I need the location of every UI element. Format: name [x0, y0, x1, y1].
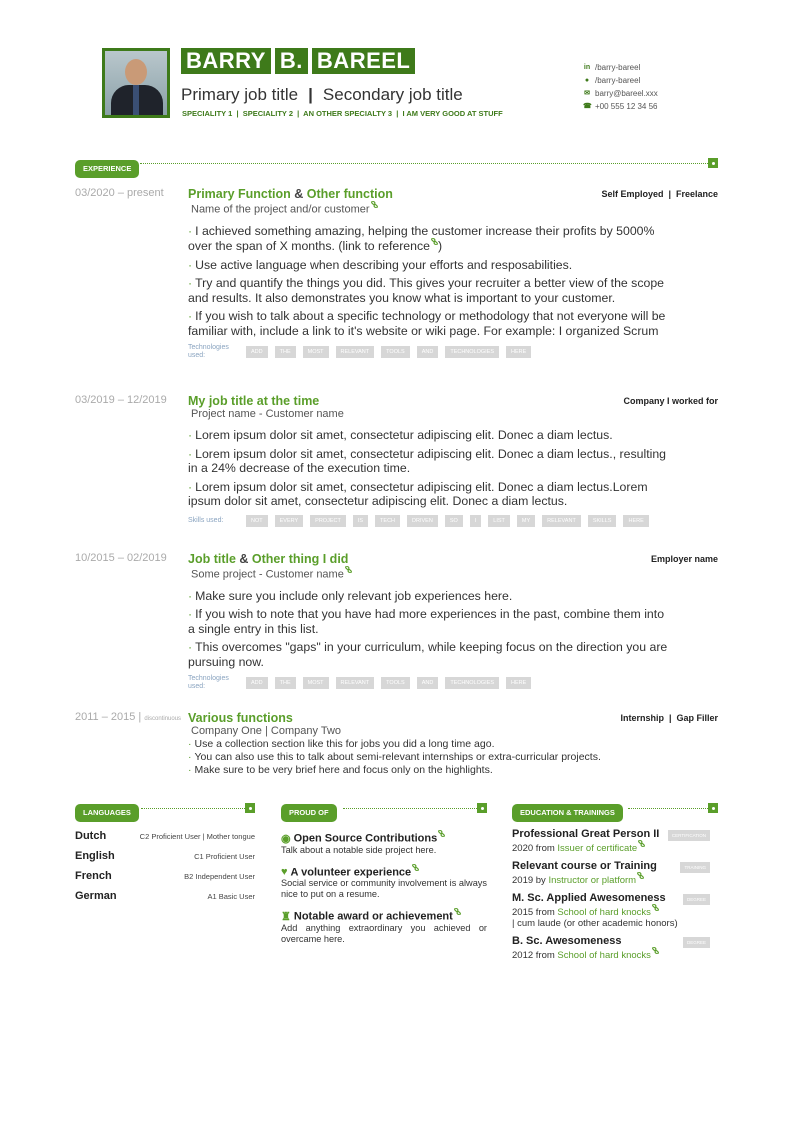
link-icon[interactable] — [438, 830, 445, 837]
tags-label: Technologies used: — [188, 675, 229, 691]
bullet-dot-icon: · — [188, 640, 193, 655]
contact-item[interactable] — [583, 87, 658, 100]
section-end-marker — [708, 158, 718, 168]
secondary-job-title: Secondary job title — [322, 85, 463, 104]
link-icon[interactable] — [412, 864, 419, 871]
email-icon: ✉ — [584, 90, 590, 97]
education-institution[interactable]: Issuer of certificate — [557, 843, 638, 855]
skill-tag: MOST — [303, 677, 329, 689]
contact-item[interactable] — [583, 61, 658, 74]
link-icon[interactable] — [637, 872, 644, 879]
language-item — [75, 870, 255, 882]
phone-icon: ☎ — [583, 103, 592, 110]
date-sep: | — [135, 711, 145, 723]
education-item — [512, 935, 718, 961]
language-name: French — [75, 870, 112, 882]
title-separator: | — [308, 85, 313, 104]
bullet-text: Make sure to be very brief here and focus only on the highlights. — [194, 764, 493, 776]
bullet-text: This overcomes "gaps" in your curriculum, while keeping focus on the direction you are pursuing now. — [188, 640, 668, 669]
proud-title: Open Source Contributions — [293, 832, 438, 845]
proud-item — [281, 864, 487, 901]
skill-tag: TECHNOLOGIES — [445, 677, 499, 689]
tag-row — [188, 515, 718, 527]
skill-tag: TECH — [375, 515, 400, 527]
skill-tag: RELEVANT — [336, 677, 375, 689]
link-icon[interactable] — [454, 908, 461, 915]
link-icon[interactable] — [652, 904, 659, 911]
experience-entry — [75, 394, 718, 527]
date-range: 2011 – 2015 — [75, 711, 136, 723]
education-title: B. Sc. Awesomeness — [512, 935, 622, 948]
date-range: 10/2015 – 02/2019 — [75, 552, 167, 564]
skill-tag: THE — [275, 346, 296, 358]
skill-tag: TOOLS — [381, 677, 410, 689]
section-end-marker — [708, 803, 718, 813]
title-primary: Various functions — [188, 711, 293, 725]
date-range: 03/2019 – 12/2019 — [75, 394, 167, 406]
languages-section — [75, 802, 255, 902]
section-pill: EXPERIENCE — [75, 160, 139, 178]
skill-tag: LIST — [488, 515, 510, 527]
skill-tag: TECHNOLOGIES — [445, 346, 499, 358]
education-year: 2019 by — [512, 875, 549, 887]
bullet-text: Try and quantify the things you did. This gives your recruiter a better view of the scope and results. It also demonstrates you know what is important to your customer. — [188, 276, 665, 305]
bullet-item — [188, 224, 673, 254]
entry-date — [75, 552, 167, 564]
title-secondary: Other thing I did — [251, 552, 349, 566]
entry-bullets — [188, 224, 673, 339]
primary-job-title: Primary job title — [181, 85, 299, 104]
bullet-item — [188, 589, 673, 604]
trophy-icon: ♜ — [281, 910, 291, 923]
bullet-text: ) — [437, 239, 443, 254]
skill-tag: TOOLS — [381, 346, 410, 358]
bullet-item — [188, 751, 708, 764]
education-note: | cum laude (or other academic honors) — [512, 918, 678, 930]
education-badge: DEGREE — [683, 937, 710, 948]
entry-project — [191, 566, 718, 581]
project-name: Project name - Customer name — [191, 408, 344, 420]
bullet-dot-icon: · — [188, 479, 193, 494]
bullet-text: If you wish to note that you have had more experiences in the past, combine them into a single entry in this list. — [188, 607, 665, 636]
bullet-item — [188, 738, 708, 751]
name-first: BARRY — [181, 48, 271, 74]
specialities: SPECIALITY 1 | SPECIALITY 2 | AN OTHER SPECIALTY 3 | I AM VERY GOOD AT STUFF — [182, 109, 503, 118]
skill-tag: I — [470, 515, 482, 527]
tags-label: Skills used: — [188, 516, 224, 524]
proud-description: Talk about a notable side project here. — [281, 844, 437, 855]
link-icon[interactable] — [652, 947, 659, 954]
entry-bullets — [188, 738, 708, 777]
skill-tag: HERE — [506, 346, 531, 358]
proud-title: Notable award or achievement — [293, 910, 453, 923]
bullet-item — [188, 480, 673, 509]
experience-entry — [75, 711, 718, 777]
title-secondary: Other function — [306, 187, 393, 201]
bullet-item — [188, 309, 673, 338]
contact-text[interactable]: /barry-bareel — [595, 63, 641, 72]
skill-tag: IS — [353, 515, 368, 527]
bullet-dot-icon: · — [188, 607, 193, 622]
section-pill: EDUCATION & TRAININGS — [512, 804, 623, 822]
entry-date — [75, 394, 167, 406]
skill-tag: MY — [517, 515, 535, 527]
entry-project — [191, 725, 718, 737]
tag-row — [188, 675, 718, 691]
linkedin-icon: in — [583, 64, 591, 71]
project-name: Some project - Customer name — [191, 568, 344, 581]
project-name: Company One | Company Two — [191, 725, 342, 737]
title-connector: & — [290, 187, 307, 201]
education-institution[interactable]: School of hard knocks — [557, 907, 651, 919]
bullet-dot-icon: · — [188, 223, 193, 238]
language-level: C2 Proficient User | Mother tongue — [139, 832, 255, 841]
bullet-dot-icon: · — [188, 257, 193, 272]
education-item — [512, 860, 718, 886]
tag-row — [188, 344, 718, 360]
bullet-dot-icon: · — [188, 751, 192, 763]
bullet-dot-icon: · — [188, 446, 193, 461]
experience-heading — [75, 158, 139, 178]
bullet-dot-icon: · — [188, 309, 193, 324]
bullet-text: Lorem ipsum dolor sit amet, consectetur adipiscing elit. Donec a diam lectus. — [195, 428, 613, 442]
bullet-item — [188, 764, 708, 777]
education-item — [512, 828, 718, 854]
entry-title — [188, 552, 718, 566]
bullet-dot-icon: · — [188, 276, 193, 291]
bullet-text: You can also use this to talk about semi-relevant internships or extra-curricular projects. — [194, 751, 601, 763]
entry-company: Self Employed | Freelance — [601, 189, 718, 199]
education-title: M. Sc. Applied Awesomeness — [512, 892, 666, 905]
link-icon[interactable] — [431, 238, 438, 245]
contact-text[interactable]: barry@bareel.xxx — [595, 89, 658, 98]
entry-company: Internship | Gap Filler — [620, 713, 718, 723]
section-pill: LANGUAGES — [75, 804, 139, 822]
job-titles — [181, 85, 463, 105]
section-pill: PROUD OF — [281, 804, 337, 822]
skill-tag: PROJECT — [310, 515, 346, 527]
link-icon[interactable] — [371, 201, 378, 208]
contact-item[interactable] — [583, 100, 658, 113]
title-primary: Primary Function — [188, 187, 291, 201]
education-year: 2020 from — [512, 843, 558, 855]
entry-date — [75, 711, 181, 723]
name-last: BAREEL — [312, 48, 415, 74]
skill-tag: HERE — [506, 677, 531, 689]
proud-description: Social service or community involvement is always nice to put on a resume. — [281, 878, 487, 900]
section-end-marker — [477, 803, 487, 813]
education-title: Professional Great Person II — [512, 828, 660, 840]
proud-item — [281, 908, 487, 945]
bullet-item — [188, 607, 673, 636]
language-name: English — [75, 850, 115, 862]
section-divider — [628, 808, 708, 809]
language-name: German — [75, 890, 117, 902]
education-title: Relevant course or Training — [512, 860, 657, 873]
contact-item[interactable] — [583, 74, 658, 87]
language-item — [75, 890, 255, 902]
entry-company: Employer name — [650, 554, 718, 564]
bullet-text: Use a collection section like this for jobs you did a long time ago. — [194, 738, 495, 750]
language-item — [75, 850, 255, 862]
education-year: 2012 from — [512, 950, 558, 962]
bullet-text: Make sure you include only relevant job experiences here. — [195, 588, 513, 603]
education-badge: DEGREE — [683, 894, 710, 905]
bullet-item — [188, 276, 673, 305]
skill-tag: THE — [275, 677, 296, 689]
title-connector: & — [235, 552, 252, 566]
language-level: B2 Independent User — [184, 872, 255, 881]
section-divider — [343, 808, 477, 809]
proud-item — [281, 830, 487, 856]
proud-title: A volunteer experience — [290, 866, 412, 879]
education-year: 2015 from — [512, 907, 558, 919]
entry-bullets — [188, 428, 673, 509]
entry-date — [75, 187, 164, 199]
language-level: A1 Basic User — [207, 892, 255, 901]
bullet-item — [188, 640, 673, 669]
education-section — [512, 802, 718, 962]
section-divider — [141, 808, 245, 809]
skill-tag: ADD — [246, 346, 268, 358]
proud-description: Add anything extraordinary you achieved or overcame here. — [281, 922, 487, 944]
skill-tag: SO — [445, 515, 463, 527]
language-item — [75, 830, 255, 842]
skill-tag: AND — [417, 677, 439, 689]
skill-tag: EVERY — [275, 515, 304, 527]
skill-tag: ADD — [246, 677, 268, 689]
heart-icon: ♥ — [281, 866, 288, 879]
bullet-dot-icon: · — [188, 764, 192, 776]
name-middle: B. — [275, 48, 308, 74]
language-name: Dutch — [75, 830, 107, 842]
bullet-dot-icon: · — [188, 428, 193, 442]
skill-tag: RELEVANT — [336, 346, 375, 358]
skill-tag: DRIVEN — [407, 515, 438, 527]
date-note: discontinuous — [144, 716, 182, 722]
education-institution[interactable]: School of hard knocks — [557, 950, 651, 962]
skill-tag: SKILLS — [588, 515, 617, 527]
title-primary: My job title at the time — [188, 394, 320, 408]
tags-label: Technologies used: — [188, 344, 229, 360]
experience-entry — [75, 187, 718, 360]
skill-tag: HERE — [623, 515, 648, 527]
contact-text[interactable]: +00 555 12 34 56 — [595, 102, 658, 111]
bullet-item — [188, 428, 673, 443]
project-name: Name of the project and/or customer — [191, 203, 370, 216]
entry-project — [191, 408, 718, 420]
date-range: 03/2020 – present — [75, 187, 164, 199]
contact-text[interactable]: /barry-bareel — [595, 76, 641, 85]
education-institution[interactable]: Instructor or platform — [548, 875, 637, 887]
github-icon: ● — [584, 77, 590, 84]
proud-of-section — [281, 802, 487, 945]
bullet-text: Lorem ipsum dolor sit amet, consectetur adipiscing elit. Donec a diam lectus.Lorem ipsum dolor sit amet, consectetur adipiscing elit. Donec a diam lectus. — [188, 479, 648, 508]
bullet-dot-icon: · — [188, 738, 192, 750]
entry-company: Company I worked for — [623, 396, 718, 406]
skill-tag: AND — [417, 346, 439, 358]
section-end-marker — [245, 803, 255, 813]
skill-tag: MOST — [303, 346, 329, 358]
bullet-item — [188, 258, 673, 273]
profile-photo — [102, 48, 170, 118]
education-badge: CERTIFICATION — [668, 830, 710, 841]
link-icon[interactable] — [638, 840, 645, 847]
title-primary: Job title — [188, 552, 236, 566]
language-level: C1 Proficient User — [194, 852, 255, 861]
bullet-dot-icon: · — [188, 588, 193, 603]
education-badge: TRAINING — [680, 862, 710, 873]
globe-icon: ◉ — [281, 832, 291, 845]
education-item — [512, 892, 718, 929]
contact-list — [583, 61, 658, 113]
section-divider — [140, 163, 710, 164]
entry-bullets — [188, 589, 673, 670]
bullet-text: If you wish to talk about a specific technology or methodology that not everyone will be familiar with, include a link to it's website or wiki page. For example: I organized Scrum — [188, 309, 666, 338]
entry-project — [191, 201, 718, 216]
bullet-text: I achieved something amazing, helping the customer increase their profits by 5000% over the span of X months. (link to reference — [188, 223, 655, 254]
experience-entry — [75, 552, 718, 691]
bullet-text: Use active language when describing your efforts and resposabilities. — [195, 257, 573, 272]
skill-tag: NOT — [246, 515, 268, 527]
bullet-text: Lorem ipsum dolor sit amet, consectetur adipiscing elit. Donec a diam lectus., resulting in a 24% decrease of the execution time. — [188, 446, 667, 475]
full-name — [181, 48, 415, 74]
link-icon[interactable] — [345, 566, 352, 573]
bullet-item — [188, 447, 673, 476]
skill-tag: RELEVANT — [542, 515, 581, 527]
